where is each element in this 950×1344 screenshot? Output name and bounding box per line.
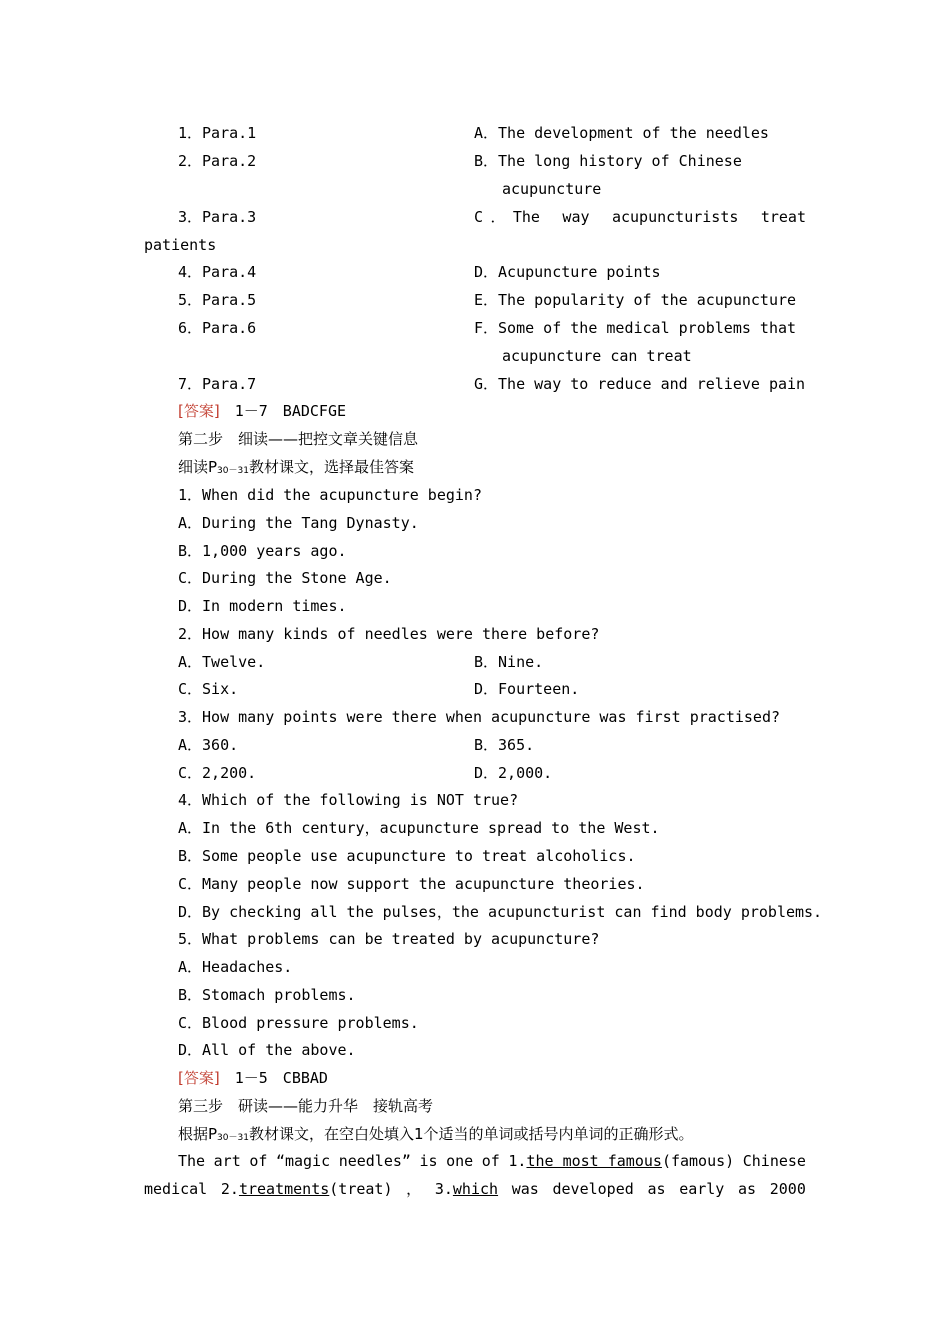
option-a: A．The development of the needles: [474, 124, 769, 142]
para-2: 2．Para.2: [178, 152, 257, 170]
word: Chinese: [742, 1152, 806, 1170]
question-4: 4．Which of the following is NOT true?: [178, 791, 519, 809]
option-b: B．The long history of Chinese: [474, 152, 742, 170]
word: as: [647, 1180, 666, 1198]
q2-option-a: A．Twelve.: [178, 653, 266, 671]
word: one: [446, 1152, 474, 1170]
answer-line-2: [178, 1068, 328, 1088]
step2-instruction: [178, 457, 414, 481]
q3-option-c: C．2,200.: [178, 764, 257, 782]
blank-number: 1.: [508, 1152, 527, 1170]
question-3: 3．How many points were there when acupuncture was first practised?: [178, 708, 780, 726]
answer-text: 1－5 CBBAD: [234, 1069, 328, 1087]
q5-option-c: C．Blood pressure problems.: [178, 1014, 419, 1032]
para-7: 7．Para.7: [178, 375, 257, 393]
blank-answer: which: [452, 1180, 499, 1198]
instr-pre: 根据P: [178, 1125, 218, 1143]
blank-2: [221, 1179, 393, 1199]
blank-number: 2.: [220, 1180, 239, 1198]
q4-option-a: A．In the 6th century，acupuncture spread to the West.: [178, 819, 660, 837]
question-5: 5．What problems can be treated by acupuncture?: [178, 930, 600, 948]
q5-option-a: A．Headaches.: [178, 958, 293, 976]
q1-option-d: D．In modern times.: [178, 597, 347, 615]
q4-option-b: B．Some people use acupuncture to treat alcoholics.: [178, 847, 636, 865]
q3-option-b: B．365.: [474, 736, 535, 754]
word: art: [213, 1152, 241, 1170]
word: early: [679, 1180, 725, 1198]
word: was: [511, 1180, 539, 1198]
word: needles”: [338, 1152, 411, 1170]
para-6: 6．Para.6: [178, 319, 257, 337]
option-d: D．Acupuncture points: [474, 263, 661, 281]
q1-option-a: A．During the Tang Dynasty.: [178, 514, 419, 532]
passage-line-2: [144, 1179, 806, 1199]
option-f-cont: acupuncture can treat: [502, 347, 692, 365]
step3-title: 第三步 研读——能力升华 接轨高考: [178, 1097, 434, 1115]
word: medical: [144, 1180, 208, 1198]
word: “magic: [275, 1152, 331, 1170]
blank-answer: the most famous: [526, 1152, 662, 1170]
q1-option-b: B．1,000 years ago.: [178, 542, 347, 560]
option-b-cont: acupuncture: [502, 180, 602, 198]
option-e: E．The popularity of the acupuncture: [474, 291, 797, 309]
word: developed: [552, 1180, 634, 1198]
instr-pre: 细读P: [178, 458, 218, 476]
word: of: [481, 1152, 500, 1170]
step3-instruction: [178, 1124, 694, 1148]
q2-option-d: D．Fourteen.: [474, 680, 580, 698]
q4-option-d: D．By checking all the pulses，the acupuncturist can find body problems.: [178, 903, 823, 921]
word: is: [419, 1152, 438, 1170]
q5-option-d: D．All of the above.: [178, 1041, 356, 1059]
q4-option-c: C．Many people now support the acupuncture theories.: [178, 875, 645, 893]
word: 2000: [769, 1180, 806, 1198]
option-f: F．Some of the medical problems that: [474, 319, 797, 337]
punctuation: ，: [406, 1180, 422, 1198]
blank-answer: treatments: [238, 1180, 330, 1198]
instr-post: 教材课文，在空白处填入1个适当的单词或括号内单词的正确形式。: [248, 1125, 694, 1143]
para-4: 4．Para.4: [178, 263, 257, 281]
option-g: G．The way to reduce and relieve pain: [474, 375, 806, 393]
answer-tag: [答案]: [178, 402, 220, 420]
word: as: [738, 1180, 757, 1198]
word: The: [178, 1152, 206, 1170]
para-3: 3．Para.3: [178, 208, 257, 226]
q1-option-c: C．During the Stone Age.: [178, 569, 392, 587]
q5-option-b: B．Stomach problems.: [178, 986, 356, 1004]
blank-1: [508, 1151, 734, 1171]
instr-sub: 30－31: [217, 1133, 249, 1143]
option-c-cont: patients: [144, 236, 217, 254]
step2-title: 第二步 细读——把控文章关键信息: [178, 430, 419, 448]
para-5: 5．Para.5: [178, 291, 257, 309]
option-c: C．The way acupuncturists treat: [474, 208, 806, 226]
instr-sub: 30－31: [217, 466, 249, 476]
blank-hint: (treat): [329, 1180, 393, 1198]
question-1: 1．When did the acupuncture begin?: [178, 486, 482, 504]
blank-3: [435, 1179, 498, 1199]
question-2: 2．How many kinds of needles were there before?: [178, 625, 600, 643]
q2-option-c: C．Six.: [178, 680, 239, 698]
instr-post: 教材课文，选择最佳答案: [248, 458, 414, 476]
blank-hint: (famous): [661, 1152, 735, 1170]
q3-option-d: D．2,000.: [474, 764, 553, 782]
para-1: 1．Para.1: [178, 124, 257, 142]
word: of: [249, 1152, 268, 1170]
passage-line-1: [178, 1151, 806, 1171]
answer-tag: [答案]: [178, 1069, 220, 1087]
q2-option-b: B．Nine.: [474, 653, 544, 671]
answer-line-1: [178, 401, 346, 421]
answer-text: 1－7 BADCFGE: [234, 402, 347, 420]
blank-number: 3.: [434, 1180, 453, 1198]
q3-option-a: A．360.: [178, 736, 239, 754]
